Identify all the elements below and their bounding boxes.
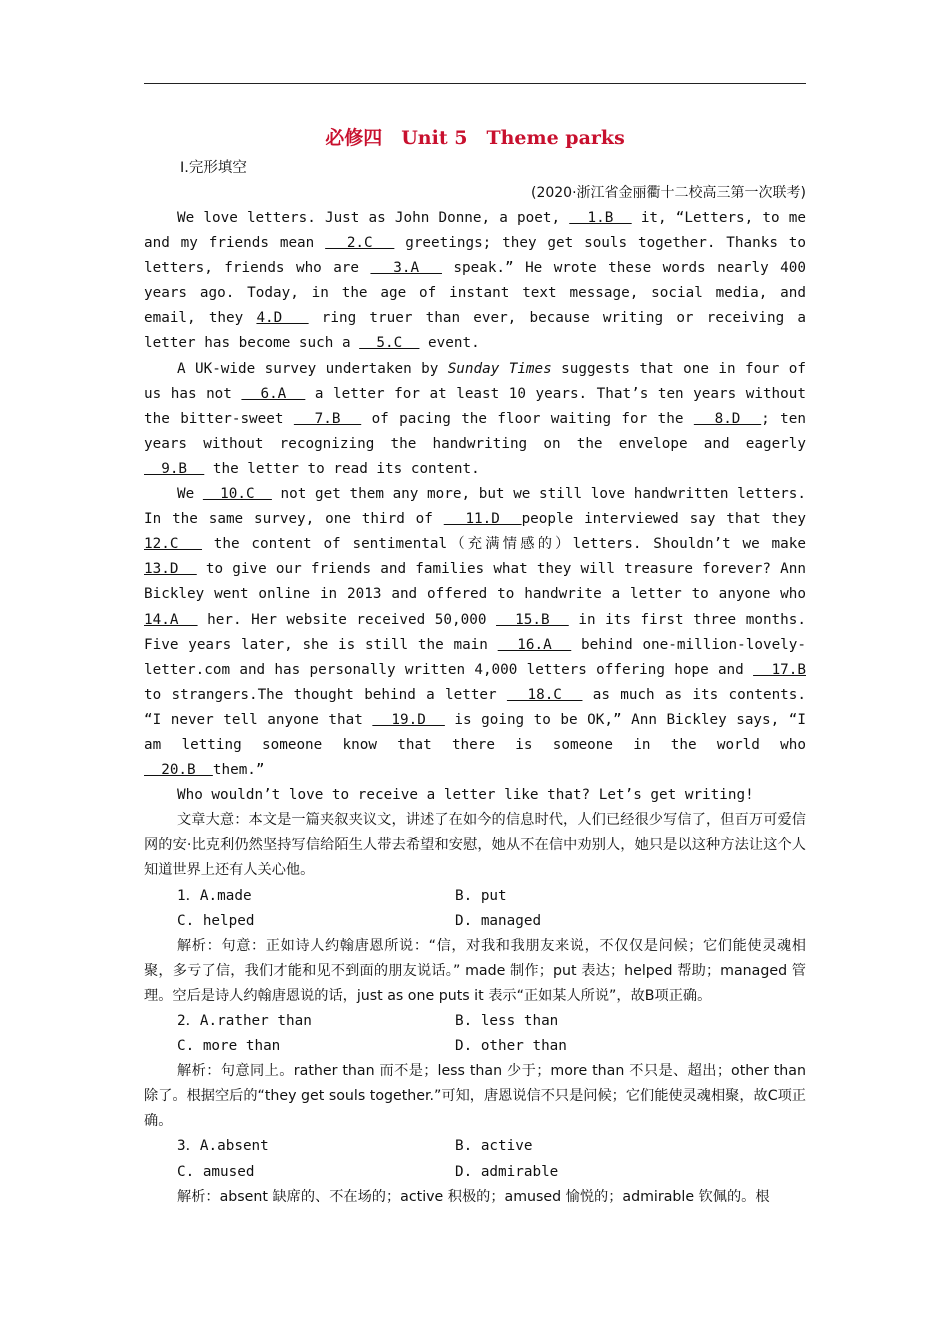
option-2b: B. less than bbox=[455, 1013, 559, 1029]
text: A UK-wide survey undertaken by bbox=[177, 360, 448, 377]
text: the letter to read its content. bbox=[204, 460, 480, 477]
blank-11: 11.D bbox=[443, 511, 522, 528]
question-1-analysis: 解析：句意：正如诗人约翰唐恩所说：“信，对我和我朋友来说，不仅仅是问候；它们能使灵魂相聚，多亏了信，我们才能和见不到面的朋友说话。” made 制作；put 表达；helped 帮助；managed 管理。空后是诗人约翰唐恩说的话，just as one puts it 表示“正如某人所说”，故B项正确。 bbox=[144, 937, 806, 1004]
blank-10: 10.C bbox=[202, 486, 272, 503]
blank-2: 2.C bbox=[325, 235, 395, 252]
question-2-options-row-1 bbox=[144, 1009, 806, 1034]
question-3-analysis: 解析：absent 缺席的、不在场的；active 积极的；amused 愉悦的；admirable 钦佩的。根 bbox=[177, 1188, 770, 1205]
blank-16: 16.A bbox=[497, 636, 572, 653]
text: ring truer than ever, because writing or receiving a letter has become such a bbox=[144, 310, 806, 352]
blank-19: 19.D bbox=[372, 711, 445, 728]
blank-4: 4.D bbox=[256, 310, 309, 327]
option-3a: 3．A.absent bbox=[177, 1138, 269, 1155]
passage-paragraph-2 bbox=[144, 357, 806, 482]
option-3b: B. active bbox=[455, 1138, 533, 1155]
text: speak.” He wrote these words nearly 400 years ago. Today, in the age of instant text message, social media, and email, they bbox=[144, 260, 806, 327]
newspaper-name: Sunday Times bbox=[447, 360, 552, 377]
blank-18: 18.C bbox=[506, 686, 583, 703]
text: it, “Letters, to me and my friends mean bbox=[144, 210, 806, 252]
question-1-options-row-1 bbox=[144, 884, 806, 909]
text: We bbox=[177, 486, 203, 503]
blank-3: 3.A bbox=[370, 260, 442, 277]
text: a letter for at least 10 years. That’s ten years without the bitter-sweet bbox=[144, 385, 806, 427]
text: ; ten years without recognizing the handwriting on the envelope and eagerly bbox=[144, 410, 806, 452]
blank-5: 5.C bbox=[359, 335, 420, 352]
option-1c: C. helped bbox=[177, 912, 255, 929]
option-2d: D. other than bbox=[455, 1038, 567, 1055]
option-1d: D. managed bbox=[455, 912, 542, 929]
passage-paragraph-1 bbox=[144, 206, 806, 357]
source-note: (2020·浙江省金丽衢十二校高三第一次联考) bbox=[530, 185, 806, 201]
question-3-options-row-2 bbox=[144, 1160, 806, 1185]
passage-paragraph-3 bbox=[144, 482, 806, 783]
text: them.” bbox=[212, 762, 265, 779]
article-summary: 文章大意：本文是一篇夹叙夹议文，讲述了在如今的信息时代，人们已经很少写信了，但百万可爱信网的安·比克利仍然坚持写信给陌生人带去希望和安慰，她从不在信中劝别人，她只是以这种方法让这个人知道世界上还有人关心他。 bbox=[144, 812, 806, 879]
blank-17: 17.B bbox=[753, 661, 806, 678]
blank-7: 7.B bbox=[293, 410, 362, 427]
text: event. bbox=[419, 335, 480, 352]
text: behind one-million-lovely-letter.com and has personally written 4,000 letters offering hope and bbox=[144, 636, 806, 678]
text: the content of sentimental（充满情感的）letters. Shouldn’t we make bbox=[202, 536, 806, 553]
document-page bbox=[144, 120, 806, 1210]
blank-8: 8.D bbox=[693, 410, 762, 427]
blank-12: 12.C bbox=[144, 536, 203, 553]
text: not get them any more, but we still love handwritten letters. In the same survey, one third of bbox=[144, 486, 806, 528]
blank-13: 13.D bbox=[144, 561, 197, 578]
passage-paragraph-4: Who wouldn’t love to receive a letter like that? Let’s get writing! bbox=[177, 787, 754, 804]
blank-14: 14.A bbox=[144, 611, 198, 628]
blank-1: 1.B bbox=[569, 210, 632, 226]
option-1b: B. put bbox=[455, 887, 507, 904]
question-1-options-row-2 bbox=[144, 909, 806, 934]
text: greetings; they get souls together. Thanks to letters, friends who are bbox=[144, 235, 806, 277]
option-3d: D. admirable bbox=[455, 1163, 559, 1180]
blank-6: 6.A bbox=[241, 385, 306, 402]
text: of pacing the floor waiting for the bbox=[361, 410, 694, 427]
text: in its first three months. Five years later, she is still the main bbox=[144, 611, 806, 653]
option-2c: C. more than bbox=[177, 1038, 281, 1055]
question-2-analysis: 解析：句意同上。rather than 而不是；less than 少于；more than 不只是、超出；other than 除了。根据空后的“they get souls together.”可知，唐恩说信不只是问候；它们能使灵魂相聚，故C项正确。 bbox=[144, 1063, 806, 1130]
text: We love letters. Just as John Donne, a poet, bbox=[177, 210, 570, 226]
text: to strangers.The thought behind a letter bbox=[144, 686, 507, 703]
blank-9: 9.B bbox=[144, 460, 205, 477]
text: as much as its contents. “I never tell anyone that bbox=[144, 686, 806, 728]
text: people interviewed say that they bbox=[521, 511, 806, 528]
blank-15: 15.B bbox=[496, 611, 569, 628]
section-heading: Ⅰ.完形填空 bbox=[180, 160, 247, 176]
text: is going to be OK,” Ann Bickley says, “I am letting someone know that there is someone in the world who bbox=[144, 711, 806, 753]
question-2-options-row-2 bbox=[144, 1034, 806, 1059]
option-1a: 1．A.made bbox=[177, 887, 252, 904]
top-rule bbox=[144, 83, 806, 84]
text: suggests that one in four of us has not bbox=[144, 360, 806, 402]
option-3c: C. amused bbox=[177, 1163, 255, 1180]
option-2a: 2．A.rather than bbox=[177, 1013, 312, 1029]
text: her. Her website received 50,000 bbox=[197, 611, 497, 628]
text: to give our friends and families what they will treasure forever? Ann Bickley went online in 2013 and offered to handwrite a letter to anyone who bbox=[144, 561, 806, 603]
question-3-options-row-1 bbox=[144, 1134, 806, 1159]
blank-20: 20.B bbox=[144, 762, 213, 779]
page-title: 必修四 Unit 5 Theme parks bbox=[325, 127, 625, 149]
